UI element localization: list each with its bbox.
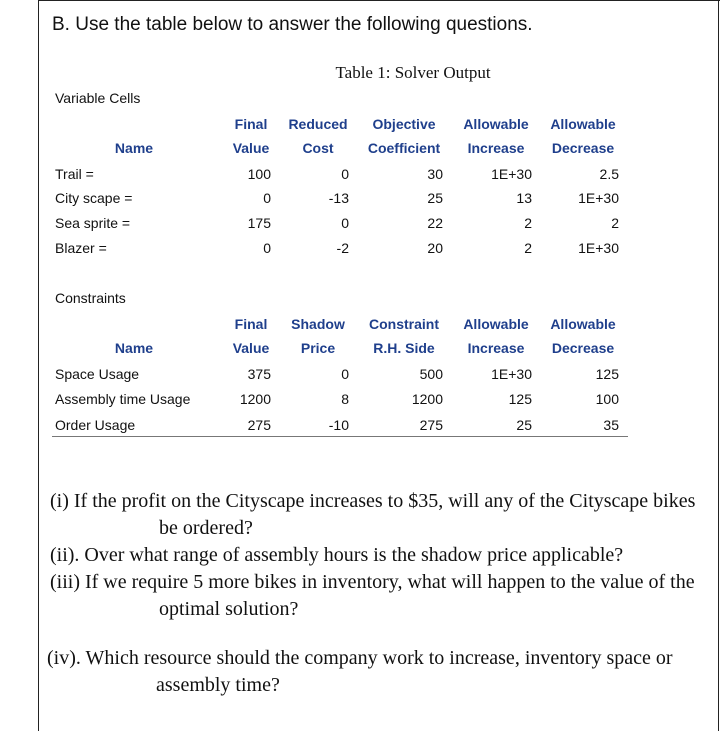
- table-cell: 8: [341, 391, 349, 407]
- table-cell: 1E+30: [491, 166, 532, 182]
- table-cell: -10: [328, 417, 349, 433]
- row-name-cell: Space Usage: [55, 366, 140, 382]
- table-cell: 25: [427, 190, 443, 206]
- header-allowable-decrease-line1: Allowable: [550, 316, 616, 332]
- frame-right-border: [718, 0, 719, 731]
- header-allowable-decrease-line1: Allowable: [550, 116, 616, 132]
- header-final-value-line2: Value: [232, 140, 270, 156]
- table-cell: 25: [516, 417, 532, 433]
- table-cell: 1E+30: [491, 366, 532, 382]
- header-col-4-line1: Constraint: [369, 316, 439, 332]
- header-col-3-line1: Reduced: [288, 116, 348, 132]
- table-cell: 1200: [411, 391, 443, 407]
- header-allowable-increase-line2: Increase: [467, 140, 525, 156]
- header-col-4-line2: R.H. Side: [373, 340, 435, 356]
- variable-cells-label: Variable Cells: [55, 90, 141, 106]
- question-3: (iii) If we require 5 more bikes in inventory, what will happen to the value of the optimal solution?: [50, 571, 695, 620]
- header-name-line2: Name: [114, 140, 154, 156]
- row-name-cell: Order Usage: [55, 417, 136, 433]
- question-2: (ii). Over what range of assembly hours is the shadow price applicable?: [50, 544, 624, 566]
- header-name-line2: Name: [114, 340, 154, 356]
- header-allowable-increase-line1: Allowable: [463, 116, 529, 132]
- header-col-3-line2: Cost: [302, 140, 334, 156]
- table-cell: 2: [524, 240, 532, 256]
- table-cell: 2.5: [599, 166, 619, 182]
- row-name-cell: Sea sprite =: [55, 215, 131, 231]
- header-allowable-decrease-line2: Decrease: [551, 140, 615, 156]
- table-cell: 0: [263, 240, 271, 256]
- header-final-value-line2: Value: [232, 340, 270, 356]
- question-4: (iv). Which resource should the company work to increase, inventory space or assembly time?: [47, 647, 673, 696]
- header-col-4-line1: Objective: [372, 116, 436, 132]
- table-cell: 100: [247, 166, 271, 182]
- table-cell: 100: [595, 391, 619, 407]
- question-1: (i) If the profit on the Cityscape increases to $35, will any of the Cityscape bikes be ordered?: [50, 490, 696, 539]
- table-cell: 175: [247, 215, 271, 231]
- table-caption: Table 1: Solver Output: [335, 63, 491, 82]
- header-allowable-increase-line2: Increase: [467, 340, 525, 356]
- table-cell: 275: [419, 417, 443, 433]
- table-cell: 1E+30: [578, 190, 619, 206]
- table-cell: 0: [341, 366, 349, 382]
- header-col-3-line2: Price: [300, 340, 336, 356]
- row-name-cell: City scape =: [55, 190, 133, 206]
- table-cell: 0: [341, 166, 349, 182]
- table-cell: 125: [595, 366, 619, 382]
- header-col-4-line2: Coefficient: [367, 140, 441, 156]
- table-cell: 0: [263, 190, 271, 206]
- table-cell: -2: [336, 240, 349, 256]
- table-cell: 20: [427, 240, 443, 256]
- table-cell: 22: [427, 215, 443, 231]
- row-name-cell: Trail =: [55, 166, 94, 182]
- header-final-value-line1: Final: [234, 316, 268, 332]
- table-cell: 13: [516, 190, 532, 206]
- header-allowable-decrease-line2: Decrease: [551, 340, 615, 356]
- section-heading: B. Use the table below to answer the following questions.: [52, 14, 533, 35]
- questions-block: [47, 488, 714, 699]
- table-cell: 1200: [239, 391, 271, 407]
- table-cell: 375: [247, 366, 271, 382]
- table-cell: -13: [328, 190, 349, 206]
- table-cell: 2: [611, 215, 619, 231]
- row-name-cell: Blazer =: [55, 240, 107, 256]
- frame-top-border: [38, 0, 720, 1]
- table-cell: 500: [419, 366, 443, 382]
- table-bottom-rule: [52, 436, 628, 437]
- frame-left-border: [38, 0, 39, 731]
- table-cell: 275: [247, 417, 271, 433]
- header-col-3-line1: Shadow: [291, 316, 345, 332]
- constraints-label: Constraints: [55, 290, 126, 306]
- table-cell: 125: [508, 391, 532, 407]
- row-name-cell: Assembly time Usage: [55, 391, 191, 407]
- header-allowable-increase-line1: Allowable: [463, 316, 529, 332]
- table-cell: 1E+30: [578, 240, 619, 256]
- table-cell: 30: [427, 166, 443, 182]
- table-cell: 2: [524, 215, 532, 231]
- table-cell: 35: [603, 417, 619, 433]
- header-final-value-line1: Final: [234, 116, 268, 132]
- table-cell: 0: [341, 215, 349, 231]
